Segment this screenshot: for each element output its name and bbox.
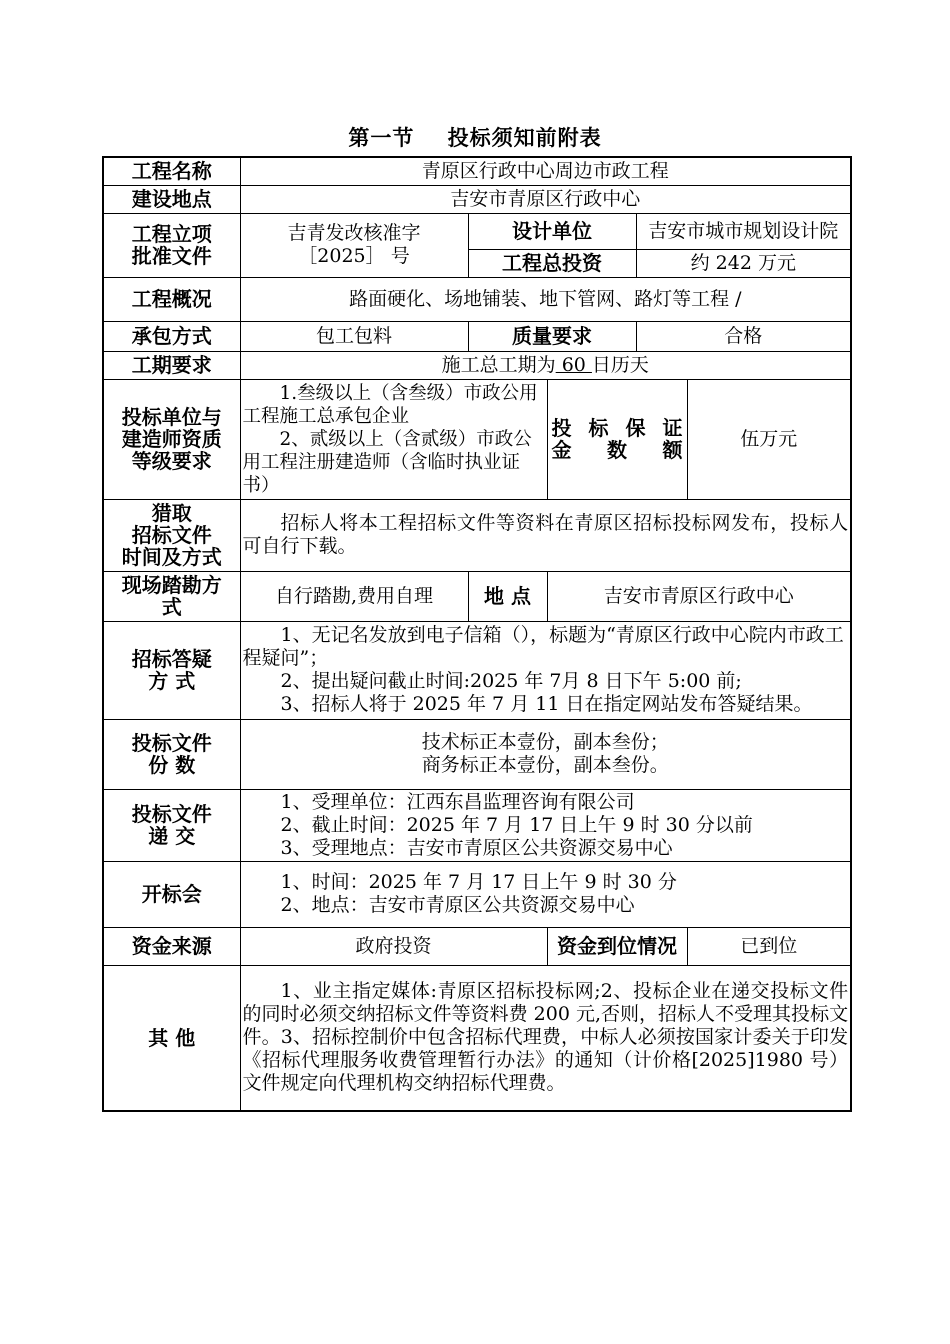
row-copies bbox=[103, 719, 851, 789]
row-site-visit bbox=[103, 571, 851, 621]
quality-value: 合格 bbox=[636, 321, 851, 351]
site-visit-label: 现场踏勘方 式 bbox=[103, 571, 240, 621]
obtain-value: 招标人将本工程招标文件等资料在青原区招标投标网发布，投标人可自行下载。 bbox=[240, 499, 851, 571]
funding-status-value: 已到位 bbox=[687, 927, 851, 965]
period-days: 60 bbox=[555, 353, 592, 376]
row-contract bbox=[103, 321, 851, 351]
other-value: 1、业主指定媒体:青原区招标投标网;2、投标企业在递交投标文件的同时必须交纳招标文件等资料费 200 元,否则，招标人不受理其投标文件。3、招标控制价中包含招标代理费，中标人必须按国家计委关于印发《招标代理服务收费管理暂行办法》的通知（计价格[2025]1980 号）文件规定向代理机构交纳招标代理费。 bbox=[240, 965, 851, 1111]
location-label: 建设地点 bbox=[103, 185, 240, 213]
overview-value: 路面硬化、场地铺装、地下管网、路灯等工程 / bbox=[240, 277, 851, 321]
period-value: 施工总工期为 60 日历天 bbox=[240, 351, 851, 379]
qa-label: 招标答疑 方 式 bbox=[103, 621, 240, 719]
site-visit-value: 自行踏勘,费用自理 bbox=[240, 571, 468, 621]
obtain-label: 猎取 招标文件 时间及方式 bbox=[103, 499, 240, 571]
design-unit-value: 吉安市城市规划设计院 bbox=[636, 213, 851, 249]
row-qa bbox=[103, 621, 851, 719]
row-other bbox=[103, 965, 851, 1111]
copies-value: 技术标正本壹份，副本叁份； 商务标正本壹份，副本叁份。 bbox=[240, 719, 851, 789]
contract-label: 承包方式 bbox=[103, 321, 240, 351]
site-place-label: 地 点 bbox=[468, 571, 547, 621]
submit-value: 1、受理单位：江西东昌监理咨询有限公司 2、截止时间：2025 年 7 月 17 日上午 9 时 30 分以前 3、受理地点：吉安市青原区公共资源交易中心 bbox=[240, 789, 851, 861]
site-place-value: 吉安市青原区行政中心 bbox=[547, 571, 851, 621]
row-opening bbox=[103, 861, 851, 927]
row-submit bbox=[103, 789, 851, 861]
qualification-value: 1.叁级以上（含叁级）市政公用工程施工总承包企业 2、贰级以上（含贰级）市政公用工程注册建造师（含临时执业证书） bbox=[240, 379, 547, 499]
quality-label: 质量要求 bbox=[468, 321, 636, 351]
funding-status-label: 资金到位情况 bbox=[547, 927, 687, 965]
period-label: 工期要求 bbox=[103, 351, 240, 379]
investment-value: 约 242 万元 bbox=[636, 249, 851, 277]
location-value: 吉安市青原区行政中心 bbox=[240, 185, 851, 213]
overview-label: 工程概况 bbox=[103, 277, 240, 321]
row-approval bbox=[103, 213, 851, 249]
row-overview bbox=[103, 277, 851, 321]
funding-label: 资金来源 bbox=[103, 927, 240, 965]
approval-label: 工程立项 批准文件 bbox=[103, 213, 240, 277]
investment-label: 工程总投资 bbox=[468, 249, 636, 277]
design-unit-label: 设计单位 bbox=[468, 213, 636, 249]
row-period bbox=[103, 351, 851, 379]
funding-value: 政府投资 bbox=[240, 927, 547, 965]
contract-value: 包工包料 bbox=[240, 321, 468, 351]
section-title: 第一节 投标须知前附表 bbox=[348, 126, 602, 150]
row-qualification bbox=[103, 379, 851, 499]
submit-label: 投标文件 递 交 bbox=[103, 789, 240, 861]
qualification-label: 投标单位与 建造师资质 等级要求 bbox=[103, 379, 240, 499]
other-label: 其 他 bbox=[103, 965, 240, 1111]
bid-bond-value: 伍万元 bbox=[687, 379, 851, 499]
row-funding bbox=[103, 927, 851, 965]
copies-label: 投标文件 份 数 bbox=[103, 719, 240, 789]
row-location bbox=[103, 185, 851, 213]
opening-label: 开标会 bbox=[103, 861, 240, 927]
qa-value: 1、无记名发放到电子信箱（），标题为“青原区行政中心院内市政工程疑问”； 2、提出疑问截止时间:2025 年 7月 8 日下午 5:00 前; 3、招标人将于 2025 年 7 月 11 日在指定网站发布答疑结果。 bbox=[240, 621, 851, 719]
row-project-name bbox=[103, 157, 851, 185]
opening-value: 1、时间：2025 年 7 月 17 日上午 9 时 30 分 2、地点：吉安市青原区公共资源交易中心 bbox=[240, 861, 851, 927]
project-name-value: 青原区行政中心周边市政工程 bbox=[240, 157, 851, 185]
bidding-info-table bbox=[102, 156, 852, 1112]
project-name-label: 工程名称 bbox=[103, 157, 240, 185]
bid-bond-label: 投 标 保 证 金 数 额 bbox=[547, 379, 687, 499]
row-obtain bbox=[103, 499, 851, 571]
approval-doc-value: 吉青发改核准字 ［2025］ 号 bbox=[240, 213, 468, 277]
